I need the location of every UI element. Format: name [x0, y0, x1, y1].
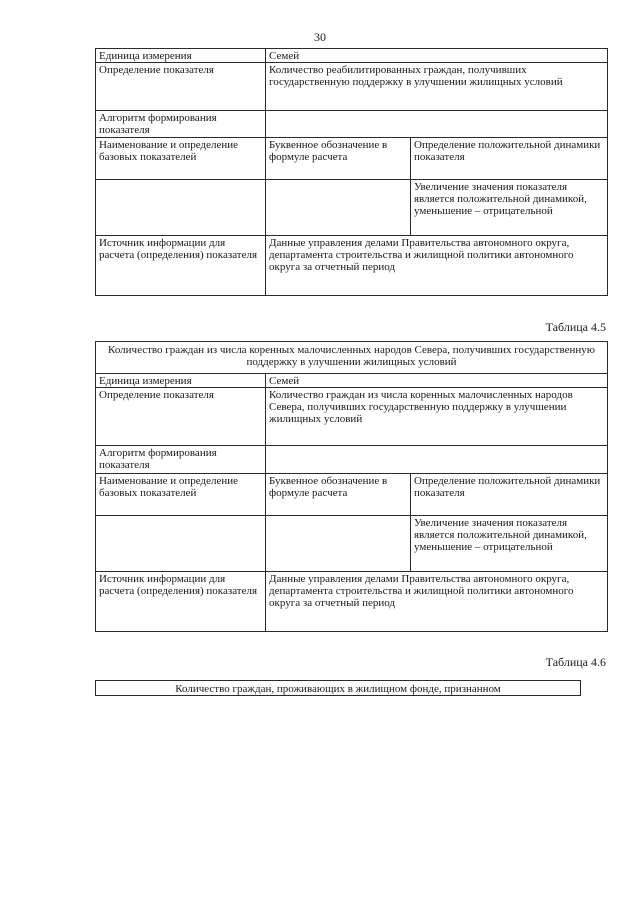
unit-value: Семей	[266, 49, 608, 63]
algorithm-label: Алгоритм формирования показателя	[96, 446, 266, 474]
page-number: 30	[314, 30, 326, 44]
definition-label: Определение показателя	[96, 388, 266, 446]
source-label: Источник информации для расчета (определения) показателя	[96, 236, 266, 296]
source-label: Источник информации для расчета (определения) показателя	[96, 572, 266, 632]
table-label-4-5: Таблица 4.5	[545, 320, 606, 334]
table-caption: Количество граждан из числа коренных малочисленных народов Севера, получивших государственную поддержку в улучшении жилищных условий	[96, 342, 608, 374]
positive-dynamics-label: Определение положительной динамики показателя	[411, 474, 608, 516]
empty-cell	[96, 180, 266, 236]
indicator-table-4-5	[95, 341, 608, 632]
indicator-table-4-4	[95, 48, 608, 296]
base-indicators-label: Наименование и определение базовых показателей	[96, 474, 266, 516]
table-caption: Количество граждан, проживающих в жилищном фонде, признанном	[96, 681, 581, 696]
unit-value: Семей	[266, 374, 608, 388]
algorithm-value	[266, 111, 608, 138]
dynamics-text: Увеличение значения показателя является положительной динамикой, уменьшение – отрицательной	[411, 516, 608, 572]
definition-label: Определение показателя	[96, 63, 266, 111]
algorithm-value	[266, 446, 608, 474]
definition-value: Количество реабилитированных граждан, получивших государственную поддержку в улучшении жилищных условий	[266, 63, 608, 111]
source-value: Данные управления делами Правительства автономного округа, департамента строительства и жилищной политики автономного округа за отчетный период	[266, 572, 608, 632]
unit-label: Единица измерения	[96, 374, 266, 388]
letter-designation-label: Буквенное обозначение в формуле расчета	[266, 138, 411, 180]
positive-dynamics-label: Определение положительной динамики показателя	[411, 138, 608, 180]
empty-cell	[266, 516, 411, 572]
indicator-table-4-6	[95, 680, 581, 696]
dynamics-text: Увеличение значения показателя является положительной динамикой, уменьшение – отрицательной	[411, 180, 608, 236]
table-label-4-6: Таблица 4.6	[545, 655, 606, 669]
source-value: Данные управления делами Правительства автономного округа, департамента строительства и жилищной политики автономного округа за отчетный период	[266, 236, 608, 296]
letter-designation-label: Буквенное обозначение в формуле расчета	[266, 474, 411, 516]
empty-cell	[96, 516, 266, 572]
algorithm-label: Алгоритм формирования показателя	[96, 111, 266, 138]
definition-value: Количество граждан из числа коренных малочисленных народов Севера, получивших государственную поддержку в улучшении жилищных условий	[266, 388, 608, 446]
base-indicators-label: Наименование и определение базовых показателей	[96, 138, 266, 180]
empty-cell	[266, 180, 411, 236]
unit-label: Единица измерения	[96, 49, 266, 63]
